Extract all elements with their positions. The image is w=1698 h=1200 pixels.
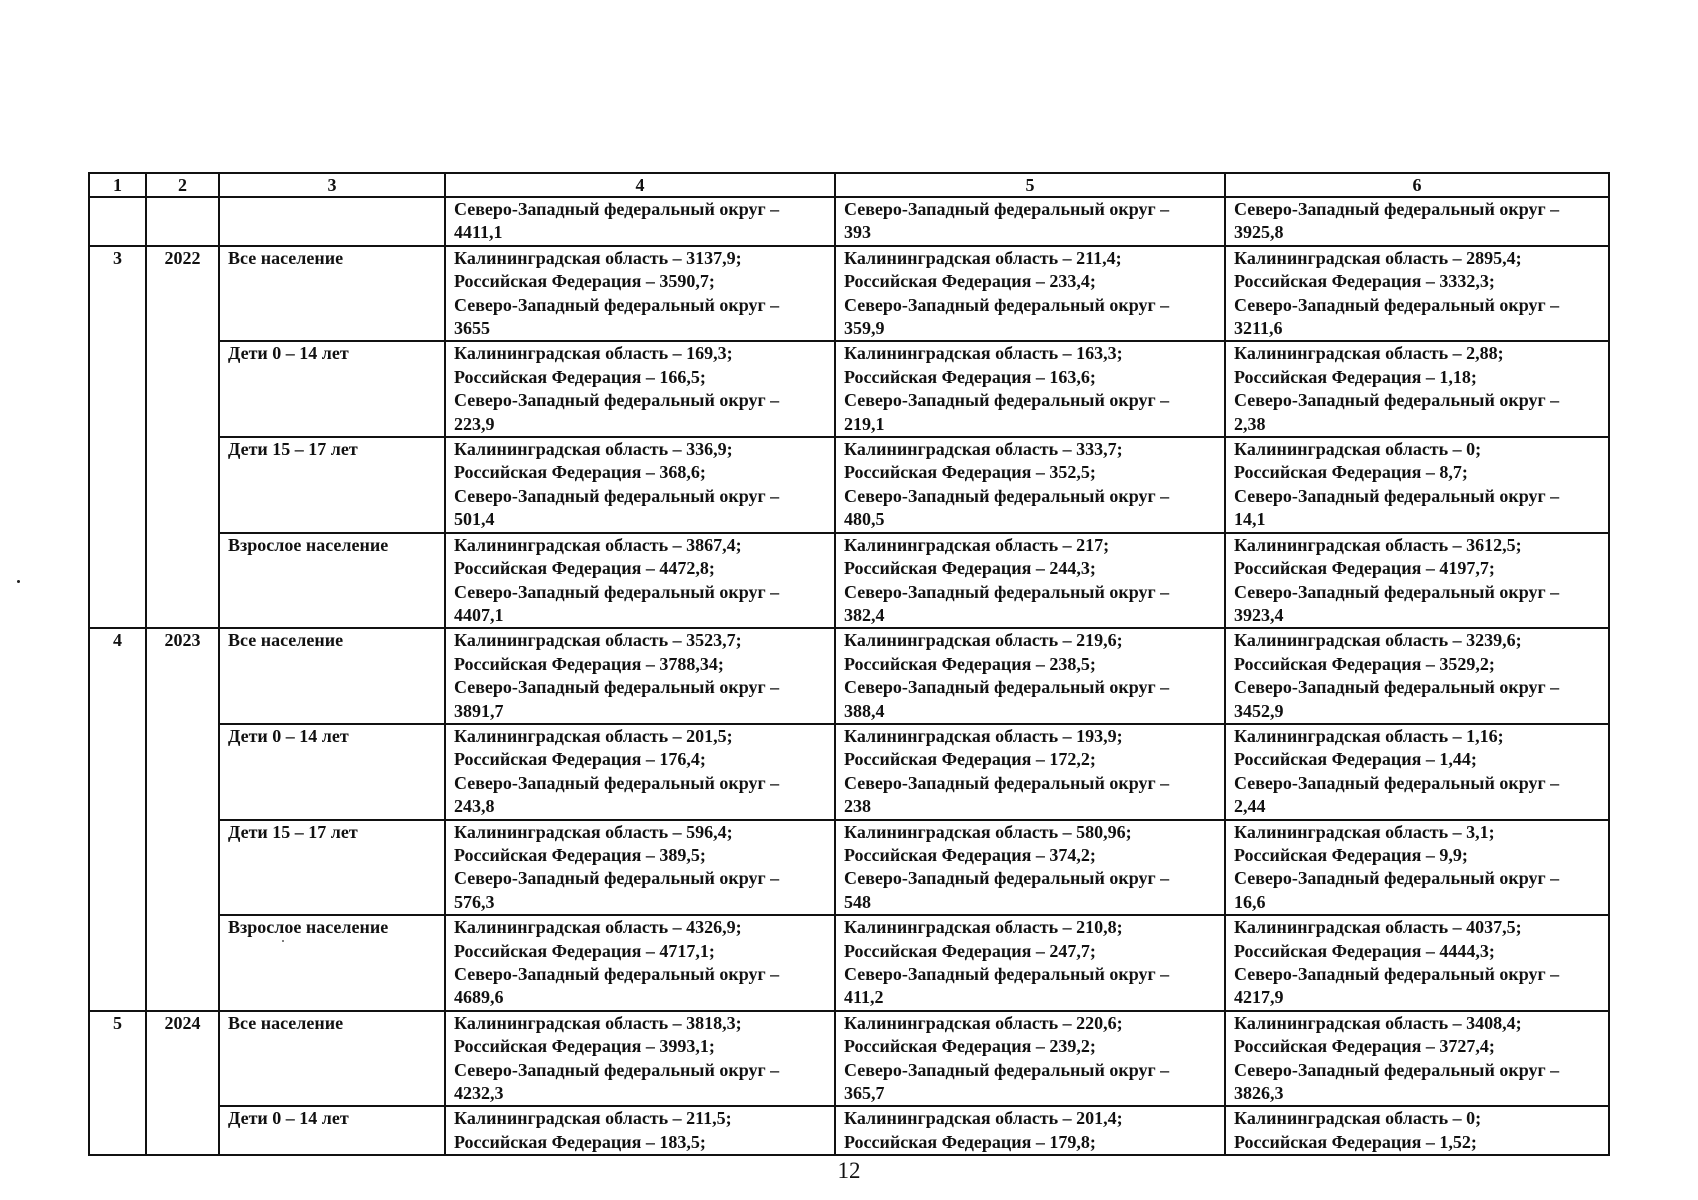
table-row [89, 915, 1609, 1011]
cell-line: Российская Федерация – 176,4; [454, 749, 706, 770]
cell-line: 480,5 [844, 509, 885, 530]
cell-line: Северо-Западный федеральный округ – [454, 677, 780, 698]
cell-line: Калининградская область – 4037,5; [1234, 917, 1522, 938]
cell-line: Северо-Западный федеральный округ – [1234, 390, 1560, 411]
col4-cell [445, 533, 835, 629]
col5-cell [835, 533, 1225, 629]
cell-line: 382,4 [844, 604, 885, 625]
col6-cell [1225, 197, 1609, 246]
col5-cell [835, 915, 1225, 1011]
population-group-cell: Дети 0 – 14 лет [219, 1106, 445, 1155]
cell-line: 3655 [454, 318, 490, 339]
population-group-cell: Дети 0 – 14 лет [219, 341, 445, 437]
col5-cell [835, 628, 1225, 724]
cell-line: Российская Федерация – 9,9; [1234, 844, 1468, 865]
cell-line: Северо-Западный федеральный округ – [454, 199, 780, 219]
cell-line: Российская Федерация – 163,6; [844, 366, 1096, 387]
cell-line: Северо-Западный федеральный округ – [844, 581, 1170, 602]
col4-cell [445, 915, 835, 1011]
cell-line: Калининградская область – 3408,4; [1234, 1012, 1522, 1033]
cell-line: Калининградская область – 201,4; [844, 1108, 1123, 1129]
cell-line: Калининградская область – 210,8; [844, 917, 1123, 938]
col5-cell [835, 820, 1225, 916]
year-cell: 2022 [146, 246, 219, 629]
col5-cell [835, 437, 1225, 533]
col5-cell [835, 341, 1225, 437]
cell-line: Северо-Западный федеральный округ – [844, 677, 1170, 698]
cell-line: Российская Федерация – 183,5; [454, 1131, 706, 1152]
population-group-cell: Взрослое население [219, 533, 445, 629]
cell-line: Калининградская область – 0; [1234, 1108, 1482, 1129]
cell-line: Северо-Западный федеральный округ – [844, 772, 1170, 793]
cell-line: 4411,1 [454, 222, 503, 243]
col4-cell [445, 820, 835, 916]
col4-cell [445, 246, 835, 342]
table-row [89, 1011, 1609, 1107]
table-row [89, 820, 1609, 916]
col6-cell [1225, 1011, 1609, 1107]
cell-line: Северо-Западный федеральный округ – [844, 964, 1170, 984]
cell-line: Российская Федерация – 3529,2; [1234, 653, 1495, 674]
col6-cell [1225, 246, 1609, 342]
population-group-cell: Дети 15 – 17 лет [219, 437, 445, 533]
cell-line: Северо-Западный федеральный округ – [844, 1059, 1170, 1080]
col4-cell [445, 628, 835, 724]
year-cell: 2024 [146, 1011, 219, 1155]
cell-line: 4689,6 [454, 987, 504, 1008]
cell-line: 4232,3 [454, 1083, 504, 1104]
cell-line: 16,6 [1234, 891, 1266, 912]
cell-line: 3891,7 [454, 700, 504, 721]
cell-line: Северо-Западный федеральный округ – [1234, 964, 1560, 984]
cell-line: Российская Федерация – 4197,7; [1234, 558, 1495, 579]
row-number-cell: 4 [89, 628, 146, 1011]
table-row [89, 724, 1609, 820]
cell-line: Российская Федерация – 179,8; [844, 1131, 1096, 1152]
cell-line: Калининградская область – 4326,9; [454, 917, 742, 938]
population-group-cell: Все население [219, 628, 445, 724]
cell-line: Российская Федерация – 238,5; [844, 653, 1096, 674]
cell-line: Северо-Западный федеральный округ – [454, 294, 780, 315]
cell-line: Российская Федерация – 166,5; [454, 366, 706, 387]
cell-line: Северо-Западный федеральный округ – [844, 390, 1170, 411]
cell-line: 411,2 [844, 987, 884, 1008]
cell-line: Северо-Западный федеральный округ – [1234, 581, 1560, 602]
cell-line: Российская Федерация – 172,2; [844, 749, 1096, 770]
row-number-cell: 5 [89, 1011, 146, 1155]
scan-speck [17, 580, 20, 583]
cell-line: Северо-Западный федеральный округ – [1234, 199, 1560, 219]
col6-cell [1225, 820, 1609, 916]
col5-cell [835, 724, 1225, 820]
cell-line: 4407,1 [454, 604, 504, 625]
cell-line: Российская Федерация – 352,5; [844, 462, 1096, 483]
cell-line: 3923,4 [1234, 604, 1284, 625]
cell-line: Российская Федерация – 3788,34; [454, 653, 724, 674]
cell-line: Калининградская область – 219,6; [844, 630, 1123, 651]
col5-cell [835, 1011, 1225, 1107]
cell-line: Российская Федерация – 233,4; [844, 271, 1096, 292]
cell-line: Калининградская область – 217; [844, 534, 1110, 555]
cell-line: 365,7 [844, 1083, 885, 1104]
col6-cell [1225, 1106, 1609, 1155]
cell-line: 14,1 [1234, 509, 1266, 530]
cell-line: Северо-Западный федеральный округ – [1234, 294, 1560, 315]
header-cell: 4 [445, 173, 835, 197]
cell-line: Северо-Западный федеральный округ – [844, 199, 1170, 219]
cell-line: Северо-Западный федеральный округ – [844, 294, 1170, 315]
col6-cell [1225, 628, 1609, 724]
population-group-cell: Взрослое население [219, 915, 445, 1011]
col4-cell [445, 1011, 835, 1107]
year-cell: 2023 [146, 628, 219, 1011]
cell-line: Российская Федерация – 1,44; [1234, 749, 1477, 770]
population-group-cell [219, 197, 445, 246]
col6-cell [1225, 437, 1609, 533]
cell-line: Северо-Западный федеральный округ – [454, 581, 780, 602]
table-row [89, 341, 1609, 437]
cell-line: Калининградская область – 3612,5; [1234, 534, 1522, 555]
cell-line: Северо-Западный федеральный округ – [454, 868, 780, 889]
table-header-row [89, 173, 1609, 197]
cell-line: 223,9 [454, 413, 495, 434]
cell-line: 3211,6 [1234, 318, 1283, 339]
cell-line: Северо-Западный федеральный округ – [1234, 677, 1560, 698]
cell-line: 548 [844, 891, 871, 912]
header-cell: 3 [219, 173, 445, 197]
col6-cell [1225, 915, 1609, 1011]
cell-line: Российская Федерация – 4472,8; [454, 558, 715, 579]
cell-line: Российская Федерация – 3727,4; [1234, 1036, 1495, 1057]
col4-cell [445, 341, 835, 437]
cell-line: Северо-Западный федеральный округ – [454, 1059, 780, 1080]
cell-line: Калининградская область – 211,5; [454, 1108, 732, 1129]
cell-line: Калининградская область – 211,4; [844, 247, 1122, 268]
table-body [89, 173, 1609, 1155]
cell-line: Калининградская область – 163,3; [844, 343, 1123, 364]
cell-line: Калининградская область – 2895,4; [1234, 247, 1522, 268]
row-number-cell [89, 197, 146, 246]
cell-line: Северо-Западный федеральный округ – [1234, 868, 1560, 889]
cell-line: Калининградская область – 193,9; [844, 725, 1123, 746]
table-row [89, 1106, 1609, 1155]
cell-line: Калининградская область – 3523,7; [454, 630, 742, 651]
cell-line: Российская Федерация – 374,2; [844, 844, 1096, 865]
table-row [89, 628, 1609, 724]
cell-line: Калининградская область – 2,88; [1234, 343, 1504, 364]
cell-line: Калининградская область – 580,96; [844, 821, 1132, 842]
col4-cell [445, 1106, 835, 1155]
col6-cell [1225, 724, 1609, 820]
cell-line: Российская Федерация – 239,2; [844, 1036, 1096, 1057]
cell-line: 243,8 [454, 796, 495, 817]
cell-line: 4217,9 [1234, 987, 1284, 1008]
cell-line: Российская Федерация – 1,52; [1234, 1131, 1477, 1152]
cell-line: Российская Федерация – 247,7; [844, 940, 1096, 961]
cell-line: Российская Федерация – 8,7; [1234, 462, 1468, 483]
cell-line: Калининградская область – 333,7; [844, 439, 1123, 460]
cell-line: Российская Федерация – 368,6; [454, 462, 706, 483]
header-cell: 2 [146, 173, 219, 197]
cell-line: 388,4 [844, 700, 885, 721]
cell-line: Российская Федерация – 3590,7; [454, 271, 715, 292]
cell-line: Российская Федерация – 4717,1; [454, 940, 715, 961]
cell-line: Калининградская область – 3137,9; [454, 247, 742, 268]
population-group-cell: Дети 0 – 14 лет [219, 724, 445, 820]
col5-cell [835, 1106, 1225, 1155]
cell-line: Российская Федерация – 1,18; [1234, 366, 1477, 387]
cell-line: Калининградская область – 0; [1234, 439, 1482, 460]
cell-line: 576,3 [454, 891, 495, 912]
cell-line: Калининградская область – 3239,6; [1234, 630, 1522, 651]
cell-line: Российская Федерация – 389,5; [454, 844, 706, 865]
cell-line: 3452,9 [1234, 700, 1284, 721]
col6-cell [1225, 533, 1609, 629]
cell-line: Северо-Западный федеральный округ – [1234, 485, 1560, 506]
row-number-cell: 3 [89, 246, 146, 629]
cell-line: Калининградская область – 3,1; [1234, 821, 1495, 842]
population-group-cell: Все население [219, 246, 445, 342]
cell-line: Северо-Западный федеральный округ – [454, 485, 780, 506]
cell-line: Калининградская область – 336,9; [454, 439, 733, 460]
cell-line: Северо-Западный федеральный округ – [454, 964, 780, 984]
cell-line: Калининградская область – 169,3; [454, 343, 733, 364]
page-number: 12 [837, 1158, 861, 1183]
population-group-cell: Дети 15 – 17 лет [219, 820, 445, 916]
cell-line: 359,9 [844, 318, 885, 339]
cell-line: Северо-Западный федеральный округ – [1234, 1059, 1560, 1080]
cell-line: 3925,8 [1234, 222, 1284, 243]
cell-line: Калининградская область – 1,16; [1234, 725, 1504, 746]
table-row [89, 197, 1609, 246]
col5-cell [835, 246, 1225, 342]
col4-cell [445, 197, 835, 246]
cell-line: Северо-Западный федеральный округ – [454, 772, 780, 793]
statistics-table [88, 172, 1610, 1156]
cell-line: 501,4 [454, 509, 495, 530]
cell-line: Российская Федерация – 4444,3; [1234, 940, 1495, 961]
cell-line: 238 [844, 796, 871, 817]
header-cell: 6 [1225, 173, 1609, 197]
table-row [89, 437, 1609, 533]
cell-line: Северо-Западный федеральный округ – [844, 485, 1170, 506]
col5-cell [835, 197, 1225, 246]
cell-line: Российская Федерация – 3332,3; [1234, 271, 1495, 292]
cell-line: Калининградская область – 201,5; [454, 725, 733, 746]
cell-line: Калининградская область – 3818,3; [454, 1012, 742, 1033]
cell-line: 3826,3 [1234, 1083, 1284, 1104]
cell-line: Калининградская область – 3867,4; [454, 534, 742, 555]
population-group-cell: Все население [219, 1011, 445, 1107]
year-cell [146, 197, 219, 246]
table-row [89, 533, 1609, 629]
cell-line: Северо-Западный федеральный округ – [454, 390, 780, 411]
header-cell: 1 [89, 173, 146, 197]
cell-line: 393 [844, 222, 871, 243]
col4-cell [445, 437, 835, 533]
cell-line: Калининградская область – 596,4; [454, 821, 733, 842]
table-row [89, 246, 1609, 342]
col4-cell [445, 724, 835, 820]
cell-line: 219,1 [844, 413, 885, 434]
cell-line: Северо-Западный федеральный округ – [1234, 772, 1560, 793]
cell-line: Северо-Западный федеральный округ – [844, 868, 1170, 889]
header-cell: 5 [835, 173, 1225, 197]
cell-line: Российская Федерация – 244,3; [844, 558, 1096, 579]
col6-cell [1225, 341, 1609, 437]
cell-line: Калининградская область – 220,6; [844, 1012, 1123, 1033]
cell-line: 2,44 [1234, 796, 1266, 817]
cell-line: 2,38 [1234, 413, 1266, 434]
cell-line: Российская Федерация – 3993,1; [454, 1036, 715, 1057]
